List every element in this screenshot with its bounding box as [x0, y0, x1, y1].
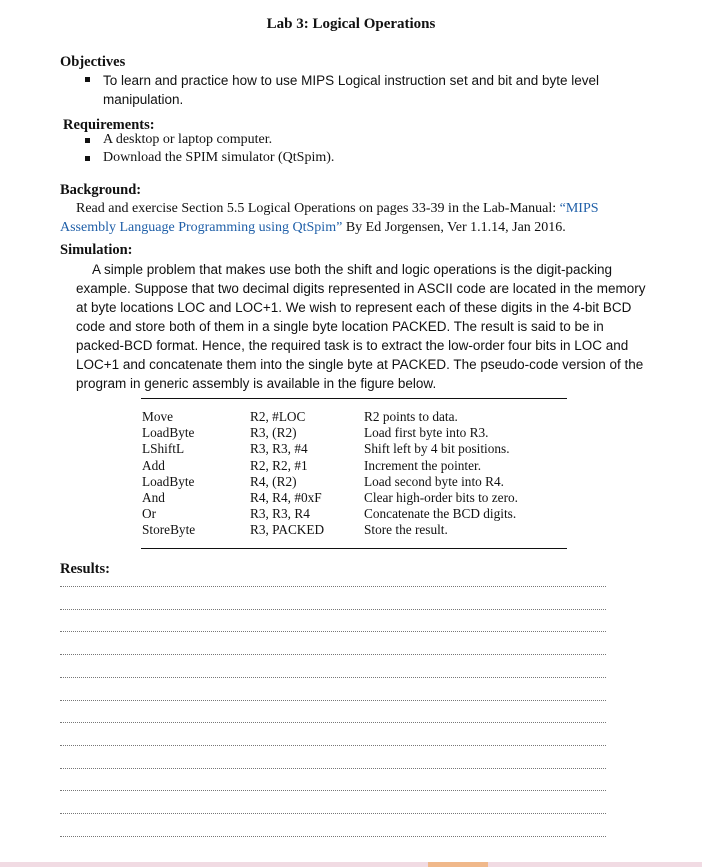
background-text-tail: By Ed Jorgensen, Ver 1.1.14, Jan 2016. — [342, 220, 566, 235]
background-paragraph — [60, 199, 650, 237]
bullet-icon — [85, 156, 90, 161]
code-args-cell: R2, #LOC — [250, 409, 306, 424]
code-op-cell: LShiftL — [142, 441, 185, 457]
background-text: Read and exercise Section 5.5 Logical Operations on pages 33-39 in the Lab-Manual: — [76, 201, 560, 216]
requirement-item — [103, 132, 272, 148]
figure-bottom-rule — [141, 548, 567, 549]
answer-line[interactable] — [60, 745, 606, 746]
code-comment-cell: Clear high-order bits to zero. — [364, 490, 518, 506]
objective-item — [103, 71, 643, 109]
answer-line[interactable] — [60, 768, 606, 769]
code-op-cell: StoreByte — [142, 522, 196, 538]
answer-line[interactable] — [60, 609, 606, 610]
page-bottom-marker — [428, 862, 488, 867]
answer-line[interactable] — [60, 813, 606, 814]
bullet-icon — [85, 138, 90, 143]
code-args-cell: R3, R3, #4 — [250, 441, 308, 457]
page-title: Lab 3: Logical Operations — [266, 16, 436, 32]
figure-top-rule — [141, 398, 567, 399]
code-op-cell: Add — [142, 457, 165, 473]
code-op-cell: LoadByte — [142, 473, 195, 489]
requirement-text: A desktop or laptop computer. — [103, 132, 273, 147]
code-comment-cell: Increment the pointer. — [364, 457, 482, 473]
background-heading: Background: — [60, 182, 142, 198]
code-comment-cell: R2 points to data. — [364, 409, 458, 424]
code-args-cell: R3, R3, R4 — [250, 506, 310, 522]
answer-line[interactable] — [60, 631, 606, 632]
code-args-cell: R3, PACKED — [250, 522, 325, 538]
code-comment-cell: Shift left by 4 bit positions. — [364, 441, 510, 457]
requirement-text: Download the SPIM simulator (QtSpim). — [103, 150, 335, 165]
requirements-heading: Requirements: — [63, 117, 155, 133]
objective-text: To learn and practice how to use MIPS Logical instruction set and bit and byte level manipulation. — [103, 73, 600, 107]
simulation-heading: Simulation: — [60, 242, 133, 258]
code-op-cell: And — [142, 490, 165, 506]
code-op-cell: LoadByte — [142, 425, 195, 441]
answer-line[interactable] — [60, 677, 606, 678]
simulation-paragraph: A simple problem that makes use both the shift and logic operations is the digit-packing example. Suppose that two decimal digits represented in ASCII code are located in the memory at byte locations LOC and LOC+1. We wish to represent each of these digits in the 4-bit BCD code and store both of them in a single byte location PACKED. The result is said to be in packed-BCD format. Hence, the required task is to extract the low-order four bits in LOC and LOC+1 and concatenate them into the single byte at PACKED. The pseudo-code version of the program in generic assembly is available in the figure below. — [76, 262, 646, 391]
answer-line[interactable] — [60, 700, 606, 701]
bullet-icon — [85, 77, 90, 82]
answer-line[interactable] — [60, 836, 606, 837]
code-op-column — [142, 409, 195, 539]
code-args-cell: R4, R4, #0xF — [250, 490, 322, 506]
lab-manual-link[interactable]: “MIPS Assembly Language Programming using QtSpim” — [60, 201, 599, 235]
code-op-cell: Or — [142, 506, 157, 522]
answer-line[interactable] — [60, 722, 606, 723]
page-bottom-band — [0, 862, 702, 867]
results-heading: Results: — [60, 561, 110, 577]
code-comment-cell: Load second byte into R4. — [364, 473, 504, 489]
requirement-item — [103, 150, 334, 166]
code-comment-column — [364, 409, 518, 539]
code-args-column — [250, 409, 324, 539]
answer-line[interactable] — [60, 790, 606, 791]
answer-line[interactable] — [60, 654, 606, 655]
objectives-heading: Objectives — [60, 54, 126, 70]
code-op-cell: Move — [142, 409, 174, 424]
code-args-cell: R3, (R2) — [250, 425, 297, 441]
code-args-cell: R4, (R2) — [250, 473, 297, 489]
code-comment-cell: Store the result. — [364, 522, 448, 538]
answer-line[interactable] — [60, 586, 606, 587]
code-comment-cell: Concatenate the BCD digits. — [364, 506, 517, 522]
code-args-cell: R2, R2, #1 — [250, 457, 308, 473]
code-comment-cell: Load first byte into R3. — [364, 425, 489, 441]
